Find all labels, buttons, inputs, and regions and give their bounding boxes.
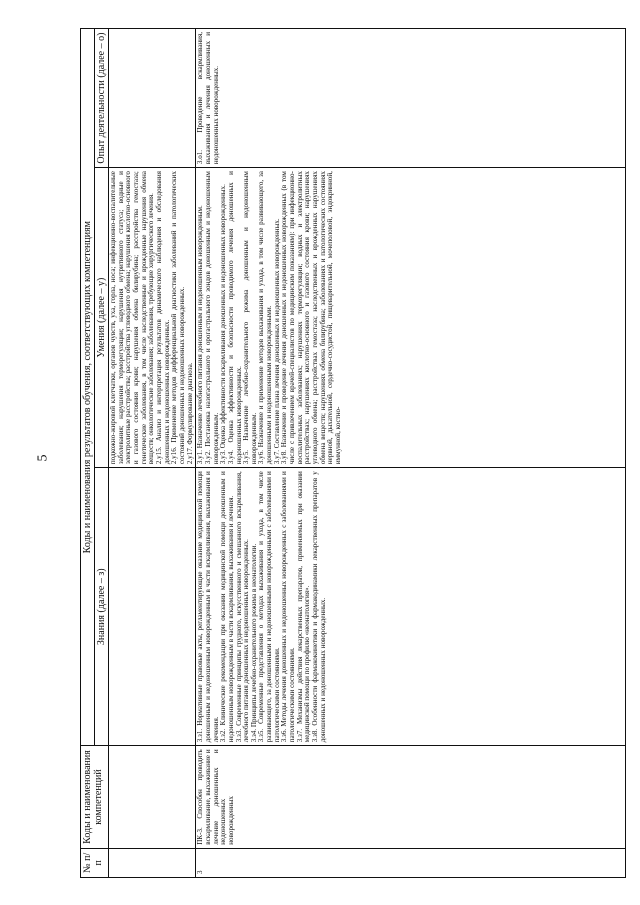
skill-item: 2.у15. Анализ и интерпретация результатов динамического наблюдения и обследования доношенных и недоношенных новорожденных. — [154, 171, 171, 465]
table-row — [196, 29, 626, 878]
skill-item: 3.у3. Оценка эффективности вскармливания доношенных и недоношенных новорожденных. — [219, 184, 228, 465]
skill-item: 3.у1. Назначение лечебного питания доношенным и недоношенным новорожденным. — [196, 205, 205, 465]
header-number: № п/п — [81, 848, 109, 877]
skill-item: 3.у4. Оценка эффективности и безопасности проводимого лечения доношенных и недоношенных новорожденных. — [226, 171, 243, 465]
page-number: 5 — [35, 454, 51, 462]
cell-experience — [196, 29, 626, 168]
cell-experience-empty — [109, 29, 196, 168]
competency-table — [80, 28, 626, 878]
knowledge-item: 3.з6. Методы лечения доношенных и недоношенных новорожденных с заболеваниями и патологическими состояниями. — [280, 471, 297, 743]
competency-table-sheet — [80, 28, 605, 878]
knowledge-item: 3.з8. Особенности фармакокинетики и фармакодинамики лекарственных препаратов у доношенных и недоношенных новорожденных. — [311, 471, 327, 743]
skill-item: 3.у7. Составление плана лечения доношенных и недоношенных новорожденных. — [272, 218, 281, 465]
skill-item: 3.у2. Постановка назогастрального и орогастрального зондов доношенным и недоношенным новорожденным. — [203, 171, 220, 465]
skill-item: 2.у17. Формулирование диагноза. — [185, 362, 194, 465]
skill-item: 2.у16. Применение методов дифференциальной диагностики заболеваний и патологических состояний доношенных и недоношенных новорожденных. — [170, 171, 186, 465]
skill-item: 3.у5. Назначение лечебно-охранительного режима доношенным и недоношенным новорожденным. — [242, 171, 258, 465]
cell-number: 3 — [196, 848, 626, 877]
cell-skills — [196, 168, 626, 468]
skill-item: 3.у6. Назначение и применение методов выхаживания и ухода, в том числе развивающего, за доношенными и недоношенными новорожденными. — [257, 171, 274, 465]
header-knowledge: Знания (далее – з) — [95, 468, 109, 746]
cell-competence: ПК-3. Способен проводить вскармливание, выхаживание и лечение доношенных и недоношенных новорожденных — [196, 746, 626, 848]
header-row-1 — [81, 29, 95, 878]
cell-knowledge — [196, 468, 626, 746]
knowledge-item: 3.з3. Современные принципы грудного, искусственного и смешанного вскармливания, лечебного питания доношенных и недоношенных новорожденных. — [234, 471, 251, 743]
cell-competence-empty — [109, 746, 196, 848]
header-experience: Опыт деятельности (далее – о) — [95, 29, 109, 168]
header-results-group: Коды и наименования результатов обучения, соответствующих компетенциям — [81, 29, 95, 746]
header-skills: Умения (далее – у) — [95, 168, 109, 468]
knowledge-item: 3.з7. Механизмы действия лекарственных препаратов, применяемых при оказании медицинской помощи по профилю «неонатология». — [295, 471, 312, 743]
experience-item: 3.о1. Проведение вскармливания, выхаживания и лечения доношенных и недоношенных новорожденных. — [196, 32, 220, 165]
knowledge-item: 3.з5. Современные представления о методах выхаживания и ухода, в том числе развивающего, за доношенными и недоношенными новорожденными с заболеваниями и патологическими состояниями. — [257, 471, 281, 743]
knowledge-item: 3.з1. Нормативные правовые акты, регламентирующие оказание медицинской помощи доношенным и недоношенным новорожденным в части вскармливания, выхаживания и лечения. — [196, 471, 220, 743]
cell-knowledge-empty — [109, 468, 196, 746]
table-row-continued — [109, 29, 196, 878]
cell-skills-continued — [109, 168, 196, 468]
cell-number-empty — [109, 848, 196, 877]
knowledge-item: 3.з4. Принципы лечебно-охранительного режима в неонатологии. — [249, 543, 258, 743]
skill-item: 3.у8. Назначение и проведение лечения доношенных и недоношенных новорожденных (в том числе с привлечением врачей-специалистов по медицинским показаниям): при инфекционно-воспалительных заболеваниях; нарушениях терморегуляции; водных и электролитных расстройствах; нарушениях кислотно-основного и газового состояния крови; нарушениях углеводного обмена; расстройствах гемостаза; наследственных и врожденных нарушениях обмена веществ; нарушениях обмена билирубина; заболеваниях и патологических состояниях нервной, дыхательной, сердечно-сосудистой, пищеварительной, мочеполовой, эндокринной, иммунной, костно- — [280, 171, 343, 465]
header-competence-codes: Коды и наименования компетенций — [81, 746, 109, 848]
skill-fragment: подкожно-жировой клетчатки, органов чувств, уха, горла, носа; инфекционно-воспалительные заболевания; нарушения терморегуляции; нарушения нутритивного статуса; водные и электролитные расстройства; расстройства углеводного обмена; нарушения кислотно-основного и газового состояния крови; нарушения обмена билирубина; расстройства гемостаза; генетические заболевания, в том числе наследственные и врожденные нарушения обмена веществ; онкологические заболевания; заболевания, требующие хирургического лечения. — [109, 171, 156, 465]
knowledge-item: 3.з2. Клинические рекомендации при оказании медицинской помощи доношенным и недоношенным новорожденным в части вскармливания, выхаживания и лечения. — [219, 471, 235, 743]
